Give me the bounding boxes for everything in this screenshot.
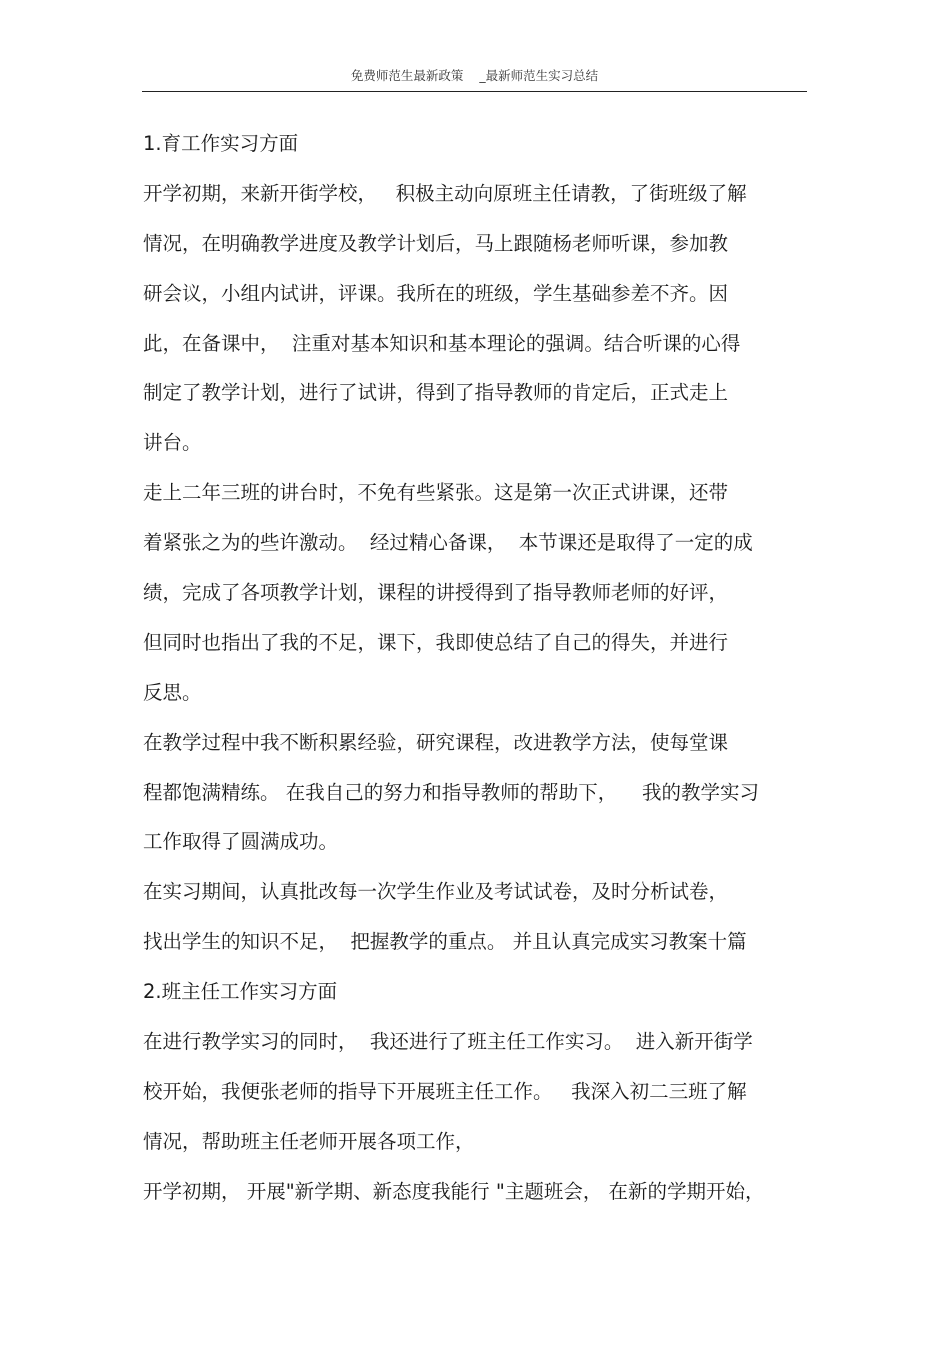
paragraph-line: 开学初期，来新开街学校， 积极主动向原班主任请教，了街班级了解 xyxy=(143,181,747,205)
paragraph-line: 工作取得了圆满成功。 xyxy=(143,830,339,854)
paragraph-line: 在实习期间，认真批改每一次学生作业及考试试卷，及时分析试卷， xyxy=(143,880,729,904)
section-heading-1: 1.育工作实习方面 xyxy=(143,132,299,155)
paragraph-line: 绩，完成了各项教学计划，课程的讲授得到了指导教师老师的好评， xyxy=(143,581,729,605)
paragraph-line: 在教学过程中我不断积累经验，研究课程，改进教学方法，使每堂课 xyxy=(143,730,729,754)
section-heading-2: 2.班主任工作实习方面 xyxy=(143,980,338,1004)
paragraph-line: 研会议，小组内试讲，评课。我所在的班级，学生基础参差不齐。因 xyxy=(143,281,729,305)
page-header: 免费师范生最新政策 _最新师范生实习总结 xyxy=(350,68,599,83)
paragraph-line: 讲台。 xyxy=(143,431,202,455)
paragraph-line: 着紧张之为的些许激动。 经过精心备课， 本节课还是取得了一定的成 xyxy=(143,531,753,555)
paragraph-line: 此，在备课中， 注重对基本知识和基本理论的强调。结合听课的心得 xyxy=(143,331,741,355)
header-divider xyxy=(142,91,807,92)
paragraph-line: 情况，在明确教学进度及教学计划后，马上跟随杨老师听课，参加教 xyxy=(143,231,729,255)
paragraph-line: 反思。 xyxy=(143,680,202,704)
paragraph-line: 走上二年三班的讲台时，不免有些紧张。这是第一次正式讲课，还带 xyxy=(143,481,729,505)
paragraph-line: 找出学生的知识不足， 把握教学的重点。 并且认真完成实习教案十篇 xyxy=(143,930,747,954)
paragraph-line: 但同时也指出了我的不足，课下，我即使总结了自己的得失，并进行 xyxy=(143,630,729,654)
document-body xyxy=(143,125,823,1223)
paragraph-line: 程都饱满精练。 在我自己的努力和指导教师的帮助下， 我的教学实习 xyxy=(143,780,759,804)
paragraph-line: 开学初期， 开展"新学期、新态度我能行 "主题班会， 在新的学期开始， xyxy=(143,1179,765,1203)
paragraph-line: 在进行教学实习的同时， 我还进行了班主任工作实习。 进入新开街学 xyxy=(143,1030,753,1054)
paragraph-line: 校开始，我便张老师的指导下开展班主任工作。 我深入初二三班了解 xyxy=(143,1079,747,1103)
paragraph-line: 制定了教学计划，进行了试讲，得到了指导教师的肯定后，正式走上 xyxy=(143,381,729,405)
paragraph-line: 情况，帮助班主任老师开展各项工作， xyxy=(143,1129,475,1153)
